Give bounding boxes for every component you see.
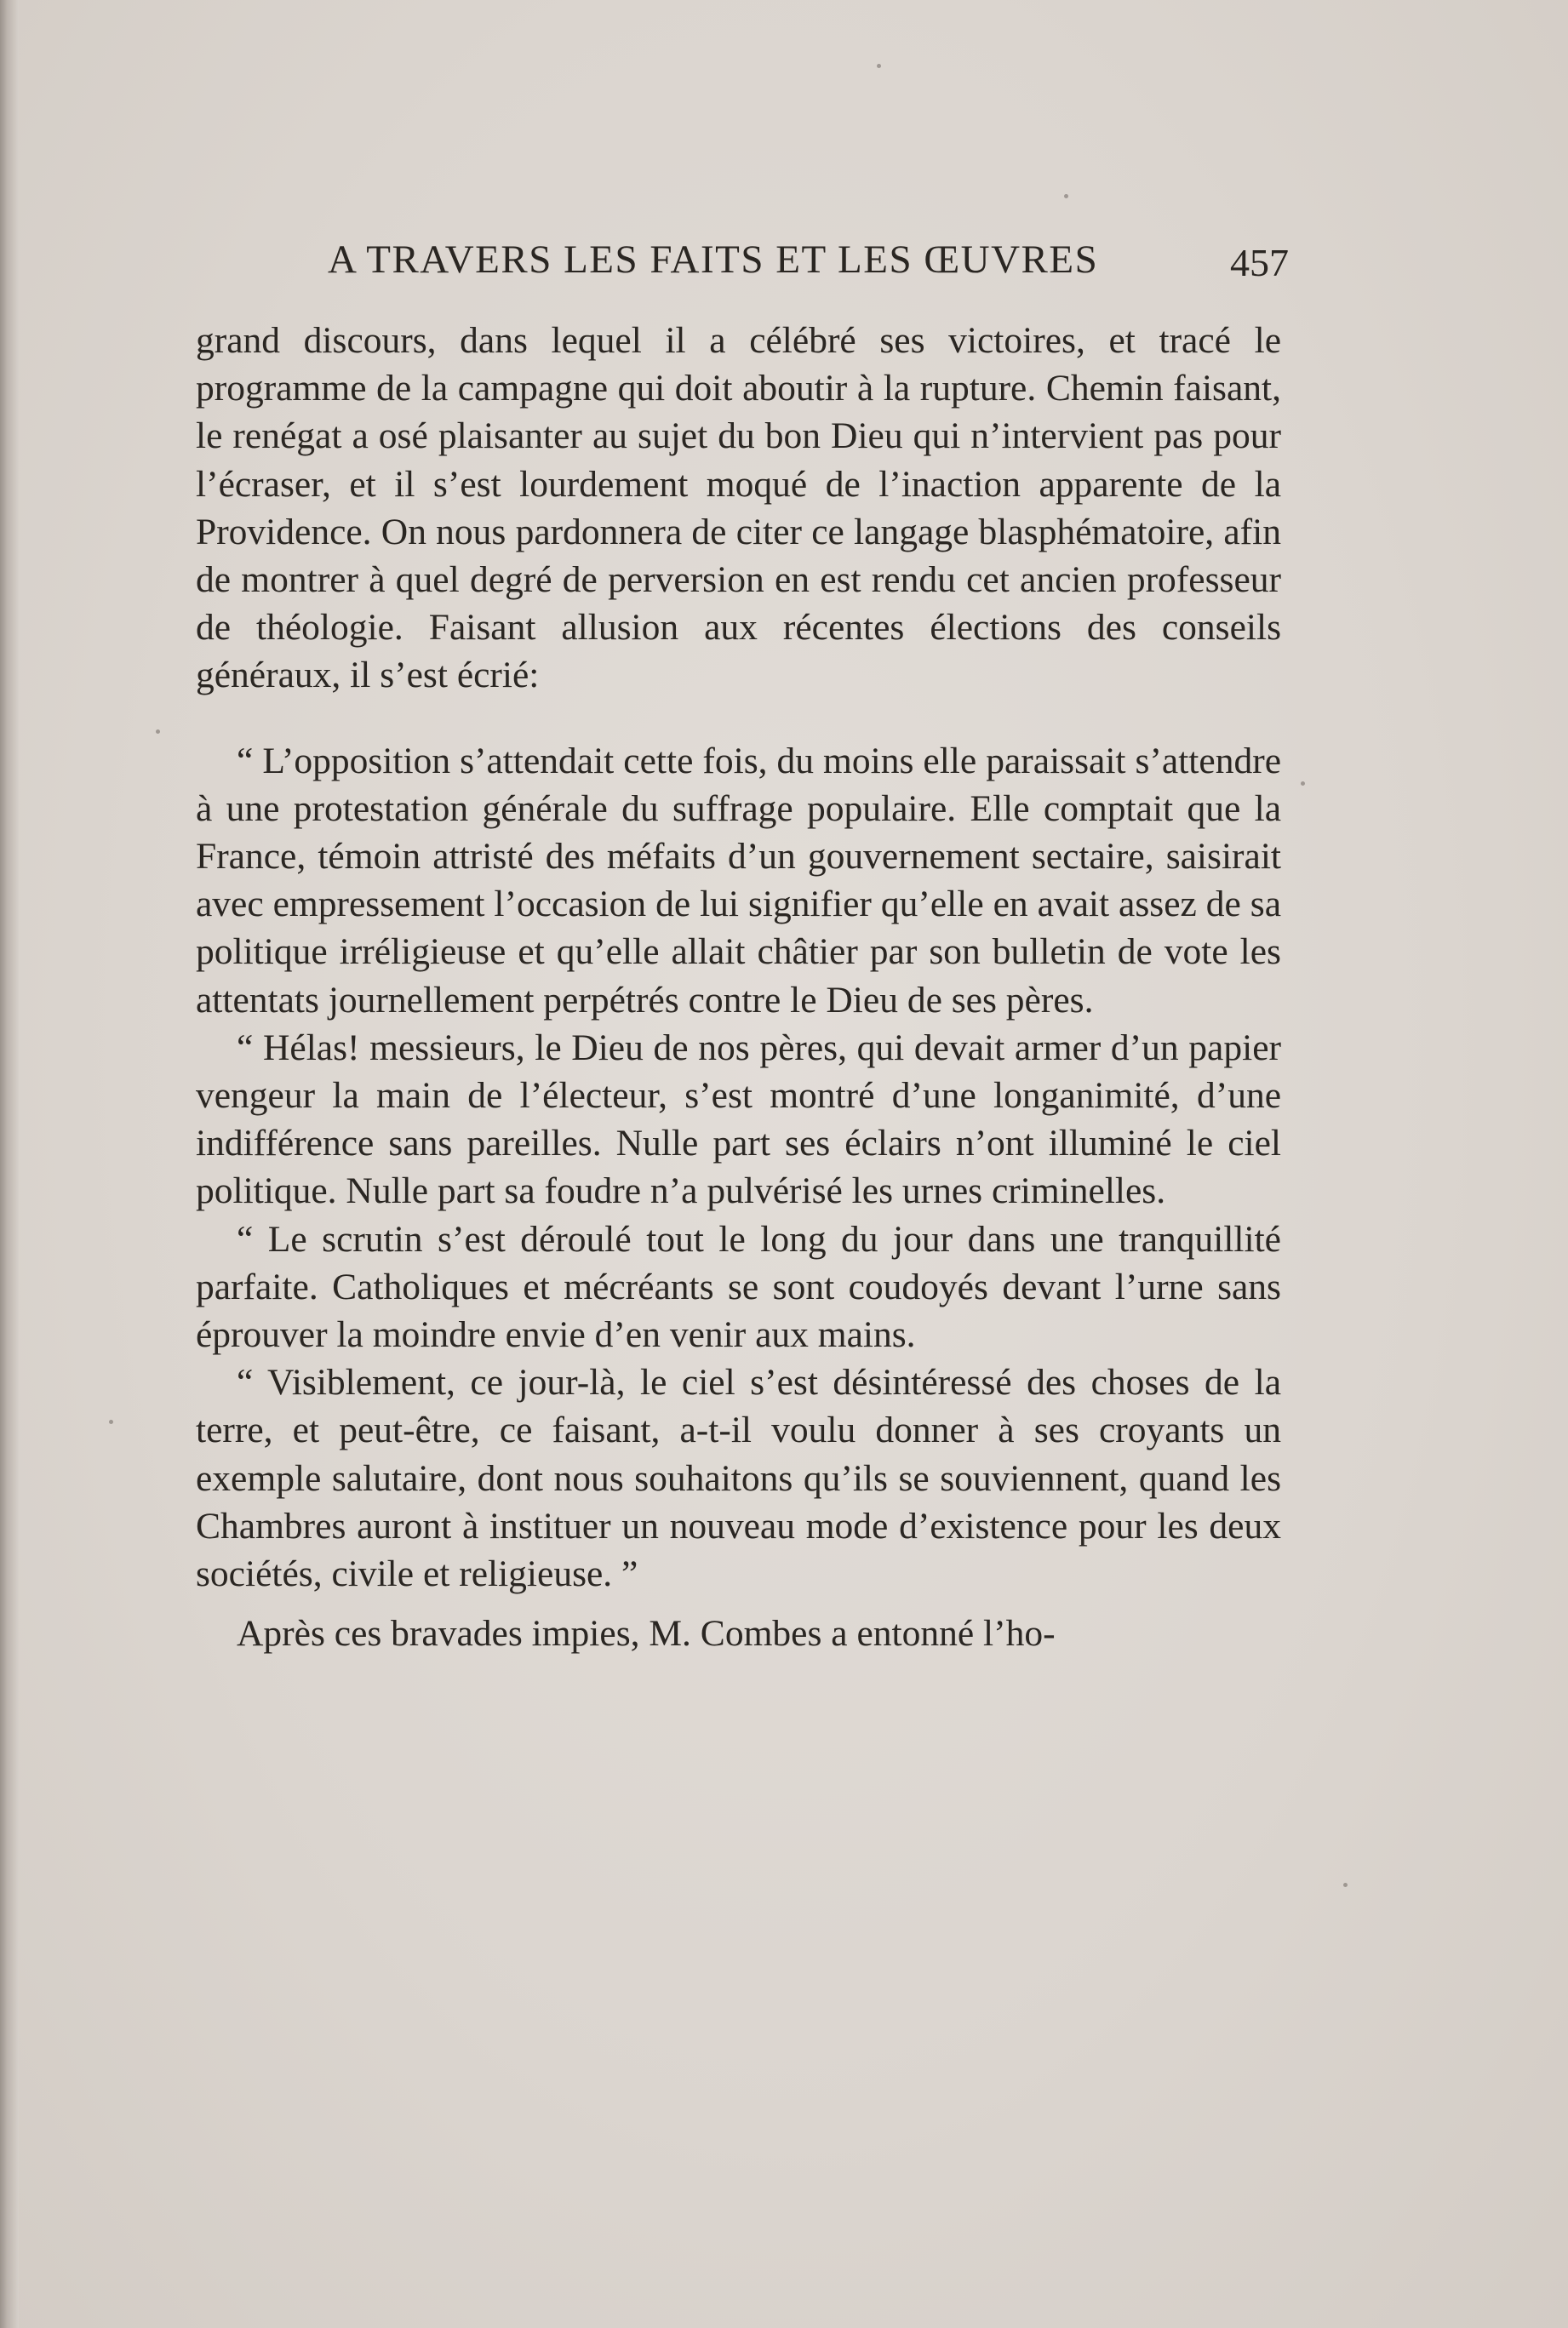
quote-paragraph-3: “ Le scrutin s’est déroulé tout le long du jour dans une tranquillité parfaite. Catholiques et mécréants se sont coudoyés devant l’urne sans éprouver la moindre envie d’en venir aux mains. <box>196 1218 1281 1356</box>
quote-paragraph-1: “ L’opposition s’attendait cette fois, du moins elle paraissait s’attendre à une protestation générale du suffrage populaire. Elle comptait que la France, témoin attristé des méfaits d’un gouvernement sectaire, saisirait avec empressement l’occasion de lui signifier qu’elle en avait assez de sa politique irréligieuse et qu’elle allait châtier par son bulletin de vote les attentats journellement perpétrés contre le Dieu de ses pères. <box>196 740 1281 1021</box>
body-text <box>196 317 1281 1657</box>
paper-speck <box>156 729 160 734</box>
paper-speck <box>877 64 881 68</box>
quote-paragraph-2: “ Hélas! messieurs, le Dieu de nos pères, qui devait armer d’un papier vengeur la main de l’électeur, s’est montré d’une longanimité, d’une indifférence sans pareilles. Nulle part ses éclairs n’ont illuminé le ciel politique. Nulle part sa foudre n’a pulvérisé les urnes criminelles. <box>196 1027 1281 1212</box>
paragraph-closing: Après ces bravades impies, M. Combes a entonné l’ho- <box>237 1613 1056 1655</box>
running-title: A TRAVERS LES FAITS ET LES ŒUVRES <box>328 237 1099 282</box>
paper-speck <box>109 1420 113 1424</box>
paper-speck <box>1301 781 1305 786</box>
binding-edge <box>0 0 19 2328</box>
running-header <box>328 237 1290 288</box>
paper-speck <box>1343 1883 1348 1887</box>
paper-speck <box>1064 194 1068 198</box>
page-number: 457 <box>1230 241 1289 284</box>
quote-paragraph-4: “ Visiblement, ce jour-là, le ciel s’est désintéressé des choses de la terre, et peut-être, ce faisant, a-t-il voulu donner à ses croyants un exemple salutaire, dont nous souhaitons qu’ils se souviennent, quand les Chambres auront à instituer un nouveau mode d’existence pour les deux sociétés, civile et religieuse. ” <box>196 1362 1281 1595</box>
paragraph-intro: grand discours, dans lequel il a célébré ses victoires, et tracé le programme de la campagne qui doit aboutir à la rupture. Chemin faisant, le renégat a osé plaisanter au sujet du bon Dieu qui n’intervient pas pour l’écraser, et il s’est lourdement moqué de l’inaction apparente de la Providence. On nous pardonnera de citer ce langage blasphématoire, afin de montrer à quel degré de perversion en est rendu cet ancien professeur de théologie. Faisant allusion aux récentes élections des conseils généraux, il s’est écrié: <box>196 320 1281 696</box>
